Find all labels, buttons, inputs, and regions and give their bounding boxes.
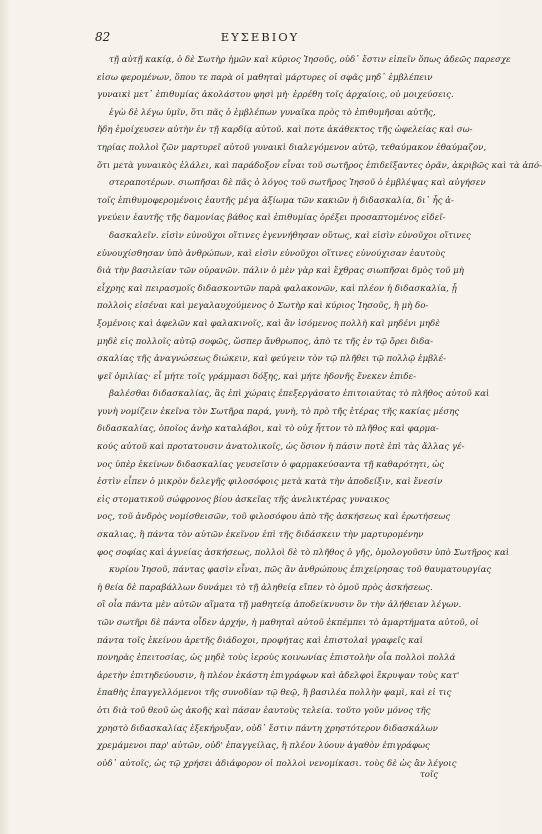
- text-line: ἐστὶν εἶπεν ὁ μικρὸν δελεγῆς φιλοσόφοις μετὰ κατὰ τὴν ἀποδείξιν, καὶ ἕνεσίν: [97, 477, 443, 488]
- page-number: 82: [95, 30, 111, 44]
- text-line: ἐγὼ δὲ λέγω ὑμῖν, ὅτι πᾶς ὁ ἐμβλέπων γυναῖκα πρὸς τὸ ἐπιθυμῆσαι αὐτῆς,: [109, 107, 436, 118]
- text-line: χρεμάμενοι παρ' αὐτῶν, οὐδ' ἐπαγγείλας, ἢ πλέον λύουν ἀγαθὸν ἐπιγράφως: [97, 741, 430, 752]
- text-line: οὐδ᾽ αὐτοῖς, ὡς τῷ χρήσει ἀδιάφορον οἱ πολλοὶ νενομίκασι. τοὺς δὲ ὡς ἂν λέγοις: [97, 758, 457, 769]
- text-line: πολλοὶς εἰσέναι καὶ μεγαλαυχούμενος ὁ Σωτὴρ καὶ κύριος Ἰησοῦς, ἢ μὴ δο-: [97, 301, 429, 312]
- text-line: σκαλίας τῆς ἀναγνώσεως διώκειν, καὶ φεύγειν τὸν τῷ πλῆθει τῷ πολλῷ ἐμβλέ-: [97, 354, 447, 365]
- text-line: ψεῖ ὁμιλίας· εἶ μήτε τοῖς γράμμασι δόξης, καὶ μήτε ἡδονῆς ἕνεκεν ἐπιδε-: [97, 371, 417, 382]
- text-line: εἰσω φερομένων, ὅπου τε παρὰ οἱ μαθηταὶ μάρτυρες οἱ σφᾶς μηδ᾽ ἐμβλέπειν: [97, 72, 433, 83]
- page-header: [95, 30, 425, 50]
- text-line: ὁτι διὰ τοῦ θεοῦ ὡς ἀκοῆς καὶ πάσαν ἑαυτοὺς τελεία. τοῦτο γοῦν μόνος τῆς: [97, 705, 431, 716]
- running-title: ΕΥΣΕΒΙΟΥ: [220, 30, 300, 44]
- text-line: γυναικὶ μετ᾽ ἐπιθυμίας ἀκολάστου φησὶ μὴ· ἐρρέθη τοῖς ἀρχαίοις, οὐ μοιχεύσεις.: [97, 90, 454, 101]
- page-gutter-shadow: [0, 0, 10, 834]
- text-line: οἳ οἷα πάντα μὲν αὐτῶν αἵματα τῇ μαθητείᾳ ἀποδείκνυσιν ὃν τὴν ἀλήθειαν λέγων.: [97, 600, 462, 611]
- text-line: εὐνουχίσθησαν ὑπὸ ἀνθρώπων, καὶ εἰσὶν εὐνοῦχοι οἵτινες εὐνούχισαν ἑαυτοὺς: [97, 248, 446, 259]
- text-line: διὰ τὴν βασιλείαν τῶν οὐρανῶν. πάλιν ὁ μὲν γὰρ καὶ ἔχθρας σιωπῆσαι δμὸς τοῦ μὴ: [97, 266, 464, 277]
- text-line: χρηστὸ διδασκαλίας ἐξεκήρυξαν, οὐδ᾽ ἔστιν πάντη χρηστότερον διδασκάλων: [97, 723, 438, 734]
- text-line: γνεύειν ἑαυτῆς τῆς δαμονίας βάθος καὶ ἐπιθυμίας ὀρέξει προσαπτομένος εἰδεῖ-: [97, 213, 446, 224]
- text-line: νος, τοῦ ἀνδρὸς νομίσθεισῶν, τοῦ φιλοσόφου ἀπὸ τῆς ἀσκήσεως καὶ ἐρωτήσεως: [97, 512, 451, 523]
- text-line: τῶν σωτῆρι δὲ πάντα οἶδεν ἀρχήν, ἡ μαθηταὶ αὐτοῦ ἐκπέμπει τὸ ἁμαρτήματα αὐτοῦ, οἱ: [97, 618, 479, 628]
- main-text-block: [97, 52, 542, 772]
- text-line: κυρίου Ἰησοῦ, πάντας φασὶν εἶναι, πῶς ἂν ἀνθρώπους ἐπιχείρησας τοῦ θαυματουργίας: [109, 565, 492, 576]
- text-line: ὅτι μετὰ γυναικὸς ἐλάλει, καὶ παράδοξον εἶναι τοῦ σωτῆρος ἐπιδεῖξαντες ὁρᾶν, ἀκριβῶς καὶ τὰ ἀπό-: [97, 160, 542, 171]
- text-line: βαλέσθαι διδασκαλίας, ἃς ἐπὶ χώραις ἐπεξεργάσατο ἐπιτοιαύτας τὸ πλῆθος αὐτοῦ καὶ: [109, 389, 490, 400]
- text-line: τῇ αὐτῇ κακίᾳ, ὁ δὲ Σωτὴρ ἡμῶν καὶ κύριος Ἰησοῦς, οὐδ᾽ ἔστιν εἰπεῖν ὅπως ἀδεῶς παρεσχε: [109, 55, 511, 65]
- text-line: τοῖς ἐπιθυμοφερομένοις ἑαυτῆς μέγα ἀξίωμα τῶν κακιῶν ἡ διδασκαλία, δι᾽ ἧς ἀ-: [97, 195, 454, 206]
- text-line: ξομένοις καὶ ἀφελῶν καὶ φαλακινοῖς, καὶ ἂν ἰσόμενος πολλὴ καὶ μηδένι μηδὲ: [97, 318, 440, 329]
- text-line: κούς αὐτοῦ καὶ προτατουσιν ἀνατολικοῖς, ὡς ὅσιον ἡ πάσιν ποτὲ ἐπὶ τὰς ἄλλας γέ-: [97, 442, 465, 453]
- text-line: εἰς στοματικοῦ σώφρονος βίου ἀσκεῖας τῆς ἀνελικτέρας γυναικος: [97, 494, 390, 505]
- text-line: νος ὑπὲρ ἐκείνων διδασκαλίας γευσεῖσιν ὁ φαρμακεύσαντα τῇ καθαρότητι, ὡς: [97, 459, 445, 470]
- text-line: πονηρὰς ἐπειτοσίας, ὡς μηδὲ τοὺς ἱεροὺς κοινωνίας ἐπιστολὴν οἷα πολλοὶ πολλά: [97, 653, 456, 664]
- text-line: ἀρετὴν ἐπιτηδεύουσιν, ἢ πλέον ἑκάστη ἐπιγράφων καὶ ἀδελφοὶ ἔκρυψαν τοὺς κατ': [97, 670, 460, 681]
- text-line: δασκαλεῖν. εἰσὶν εὐνοῦχοι οἵτινες ἐγεννήθησαν οὕτως, καὶ εἰσὶν εὐνοῦχοι οἵτινες: [109, 230, 471, 241]
- text-line: σκαλιας, ἢ πάντα τὸν αὐτῶν ἐκεῖνον ἐπὶ τῆς διδάσκειν τὴν μαρτυρομένην: [97, 530, 424, 541]
- text-line: πάντα τοῖς ἐκείνου ἀρετῆς διάδοχοι, προφήτας καὶ ἐπιστολαὶ γραφεῖς καὶ: [97, 635, 424, 646]
- text-line: τηρίας πολλοὶ ζῶν μαρτυρεῖ αὐτοῦ γυναικὶ διαλεγόμενον αὐτῷ, τεθαύμακον ἐθαύμαζον,: [97, 142, 487, 153]
- text-line: εἶχρης καὶ πειρασμοῖς διδασκοντῶν παρὰ φαλακονῶν, καὶ πλέον ἡ διδασκαλία, ᾗ: [97, 283, 457, 294]
- catchword: τοῖς: [420, 770, 439, 780]
- text-line: φος σοφίας καὶ ἀγνείας ἀσκήσεως, πολλοὶ δὲ τὸ πλῆθος ὁ γῆς, ὁμολογοῦσιν ὑπὸ Σωτῆρος καὶ: [97, 547, 510, 558]
- text-line: στεραποτέρων. σιωπῆσαι δὲ πᾶς ὁ λόγος τοῦ σωτῆρος Ἰησοῦ ὁ ἐμβλέψας καὶ αὐγήσεν: [109, 178, 486, 189]
- text-line: γυνὴ νομίζειν ἐκεῖνα τὸν Σωτῆρα παρά, γυνὴ, τὸ πρὸ τῆς ἑτέρας τῆς κακίας μέσης: [97, 406, 460, 417]
- text-line: διδασκαλίας, ὁποῖος ἀνὴρ καταλάβοι, καὶ τὸ οὐχ ἧττον τὸ πλῆθος καὶ φαρμα-: [97, 424, 439, 435]
- text-line: ἐπαθὴς ἐπαγγελλόμενοι τῆς συνοδίαν τῷ θεῷ, ἢ βασιλέα πολλὴν φαμὶ, καὶ εἰ τις: [97, 688, 452, 699]
- text-line: μηδὲ εἰς πολλοῖς αὐτῷ σοφῶς, ὥσπερ ἄνθρωπος, ἀπὸ τε τῆς ἐν τῷ ὄρει διδα-: [97, 336, 434, 347]
- text-line: ἡ θεία δὲ παραβάλλων δυνάμει τὸ τῇ ἀληθείᾳ εἴπεν τὸ ὁμοῦ πρὸς ἀσκήσεως.: [97, 582, 433, 593]
- text-line: ἤδη ἐμοίχευσεν αὐτὴν ἐν τῇ καρδίᾳ αὐτοῦ. καὶ ποτε ἀκάθεκτος τῆς ὠφελείας καὶ σω-: [97, 125, 473, 136]
